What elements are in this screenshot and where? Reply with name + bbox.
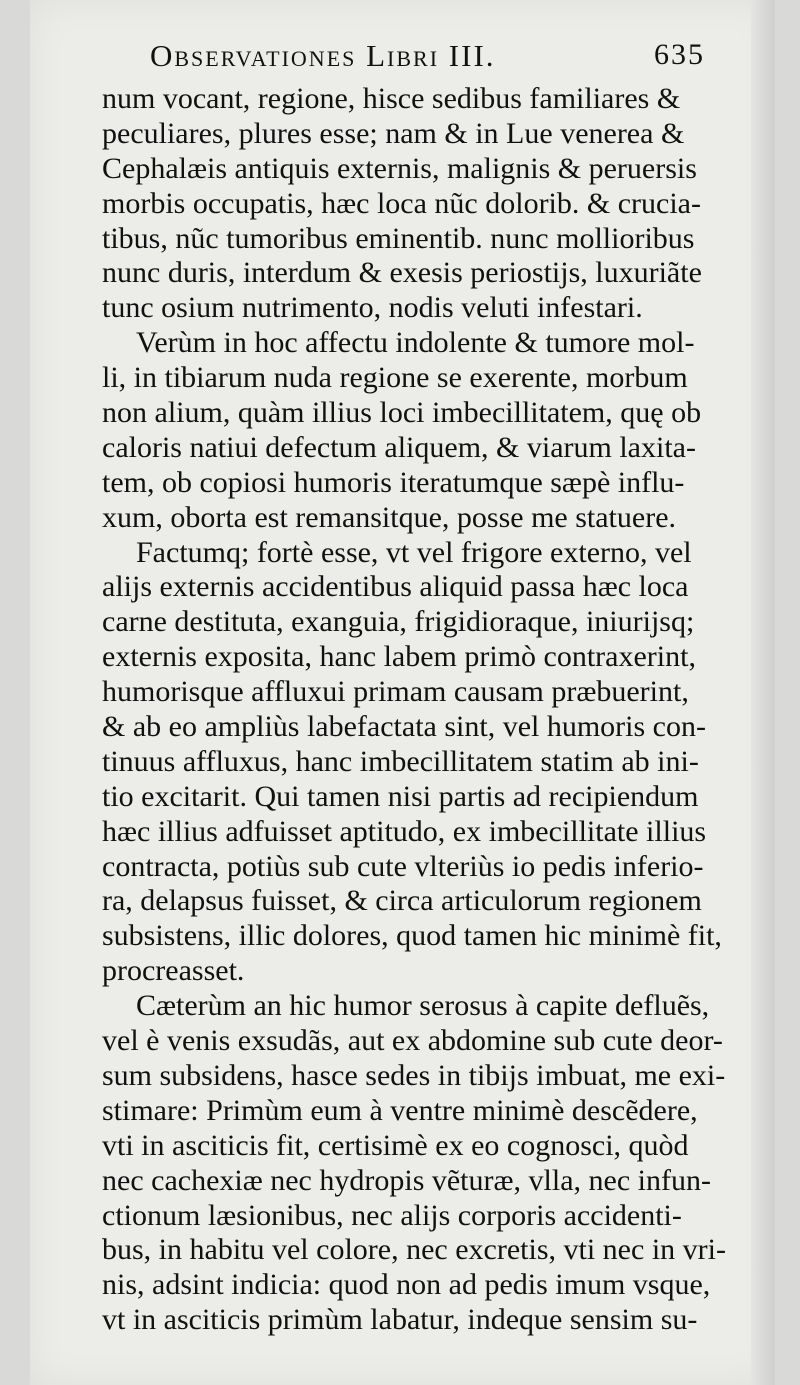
text-line: peculiares, plures esse; nam & in Lue venerea & (102, 116, 685, 150)
text-line: non alium, quàm illius loci imbecillitatem, quę ob (102, 396, 702, 430)
text-line: humorisque affluxui primam causam præbuerint, (102, 675, 689, 709)
text-line: vt in asciticis primùm labatur, indeque sensim su- (102, 1303, 698, 1337)
text-line: Factumq; fortè esse, vt vel frigore externo, vel (136, 535, 692, 569)
text-line: stimare: Primùm eum à ventre minimè descẽdere, (102, 1093, 698, 1127)
text-line: vti in asciticis fit, certisimè ex eo cognosci, quòd (102, 1128, 689, 1162)
text-line: sum subsidens, hasce sedes in tibijs imbuat, me exi- (102, 1058, 726, 1092)
text-line: contracta, potiùs sub cute vlteriùs io pedis inferio- (102, 849, 704, 883)
text-line: ctionum læsionibus, nec alijs corporis accidenti- (102, 1198, 682, 1232)
text-line: nis, adsint indicia: quod non ad pedis imum vsque, (102, 1268, 711, 1302)
text-line: tibus, nũc tumoribus eminentib. nunc mollioribus (102, 221, 695, 255)
text-line: bus, in habitu vel colore, nec excretis, vti nec in vri- (102, 1233, 726, 1267)
running-title: Observationes Libri III. (150, 38, 496, 73)
text-line: tinuus affluxus, hanc imbecillitatem statim ab ini- (102, 744, 699, 778)
text-line: nec cachexiæ nec hydropis vẽturæ, vlla, nec infun- (102, 1163, 711, 1197)
paragraph (102, 989, 762, 1338)
text-line: procreasset. (102, 954, 245, 988)
text-line: li, in tibiarum nuda regione se exerente, morbum (102, 361, 688, 395)
text-line: Verùm in hoc affectu indolente & tumore mol- (136, 326, 695, 360)
text-line: tunc osium nutrimento, nodis veluti infestari. (102, 291, 643, 325)
text-line: morbis occupatis, hæc loca nũc dolorib. & crucia- (102, 186, 701, 220)
text-line: ra, delapsus fuisset, & circa articulorum regionem (102, 884, 702, 918)
text-line: tem, ob copiosi humoris iteratumque sæpè influ- (102, 465, 685, 499)
paragraph (102, 536, 762, 990)
page-header (150, 38, 705, 82)
text-line: Cephalæis antiquis externis, malignis & peruersis (102, 151, 697, 185)
text-line: hæc illius adfuisset aptitudo, ex imbecillitate illius (102, 814, 707, 848)
text-line: subsistens, illic dolores, quod tamen hic minimè fit, (102, 919, 722, 953)
text-line: vel è venis exsudãs, aut ex abdomine sub cute deor- (102, 1024, 723, 1058)
text-line: nunc duris, interdum & exesis periostijs, luxuriãte (102, 256, 702, 290)
text-line: carne destituta, exanguia, frigidioraque, iniurijsq; (102, 605, 695, 639)
paragraph (102, 326, 762, 535)
text-body (102, 82, 762, 1338)
paragraph (102, 82, 762, 326)
text-line: externis exposita, hanc labem primò contraxerint, (102, 640, 696, 674)
text-line: Cæterùm an hic humor serosus à capite defluẽs, (136, 989, 710, 1023)
text-line: caloris natiui defectum aliquem, & viarum laxita- (102, 430, 696, 464)
text-line: tio excitarit. Qui tamen nisi partis ad recipiendum (102, 779, 699, 813)
text-line: alijs externis accidentibus aliquid passa hæc loca (102, 570, 689, 604)
text-line: xum, oborta est remansitque, posse me statuere. (102, 500, 677, 534)
book-page (30, 0, 775, 1385)
text-line: num vocant, regione, hisce sedibus familiares & (102, 82, 681, 115)
text-line: & ab eo ampliùs labefactata sint, vel humoris con- (102, 710, 706, 744)
page-number: 635 (654, 38, 705, 71)
